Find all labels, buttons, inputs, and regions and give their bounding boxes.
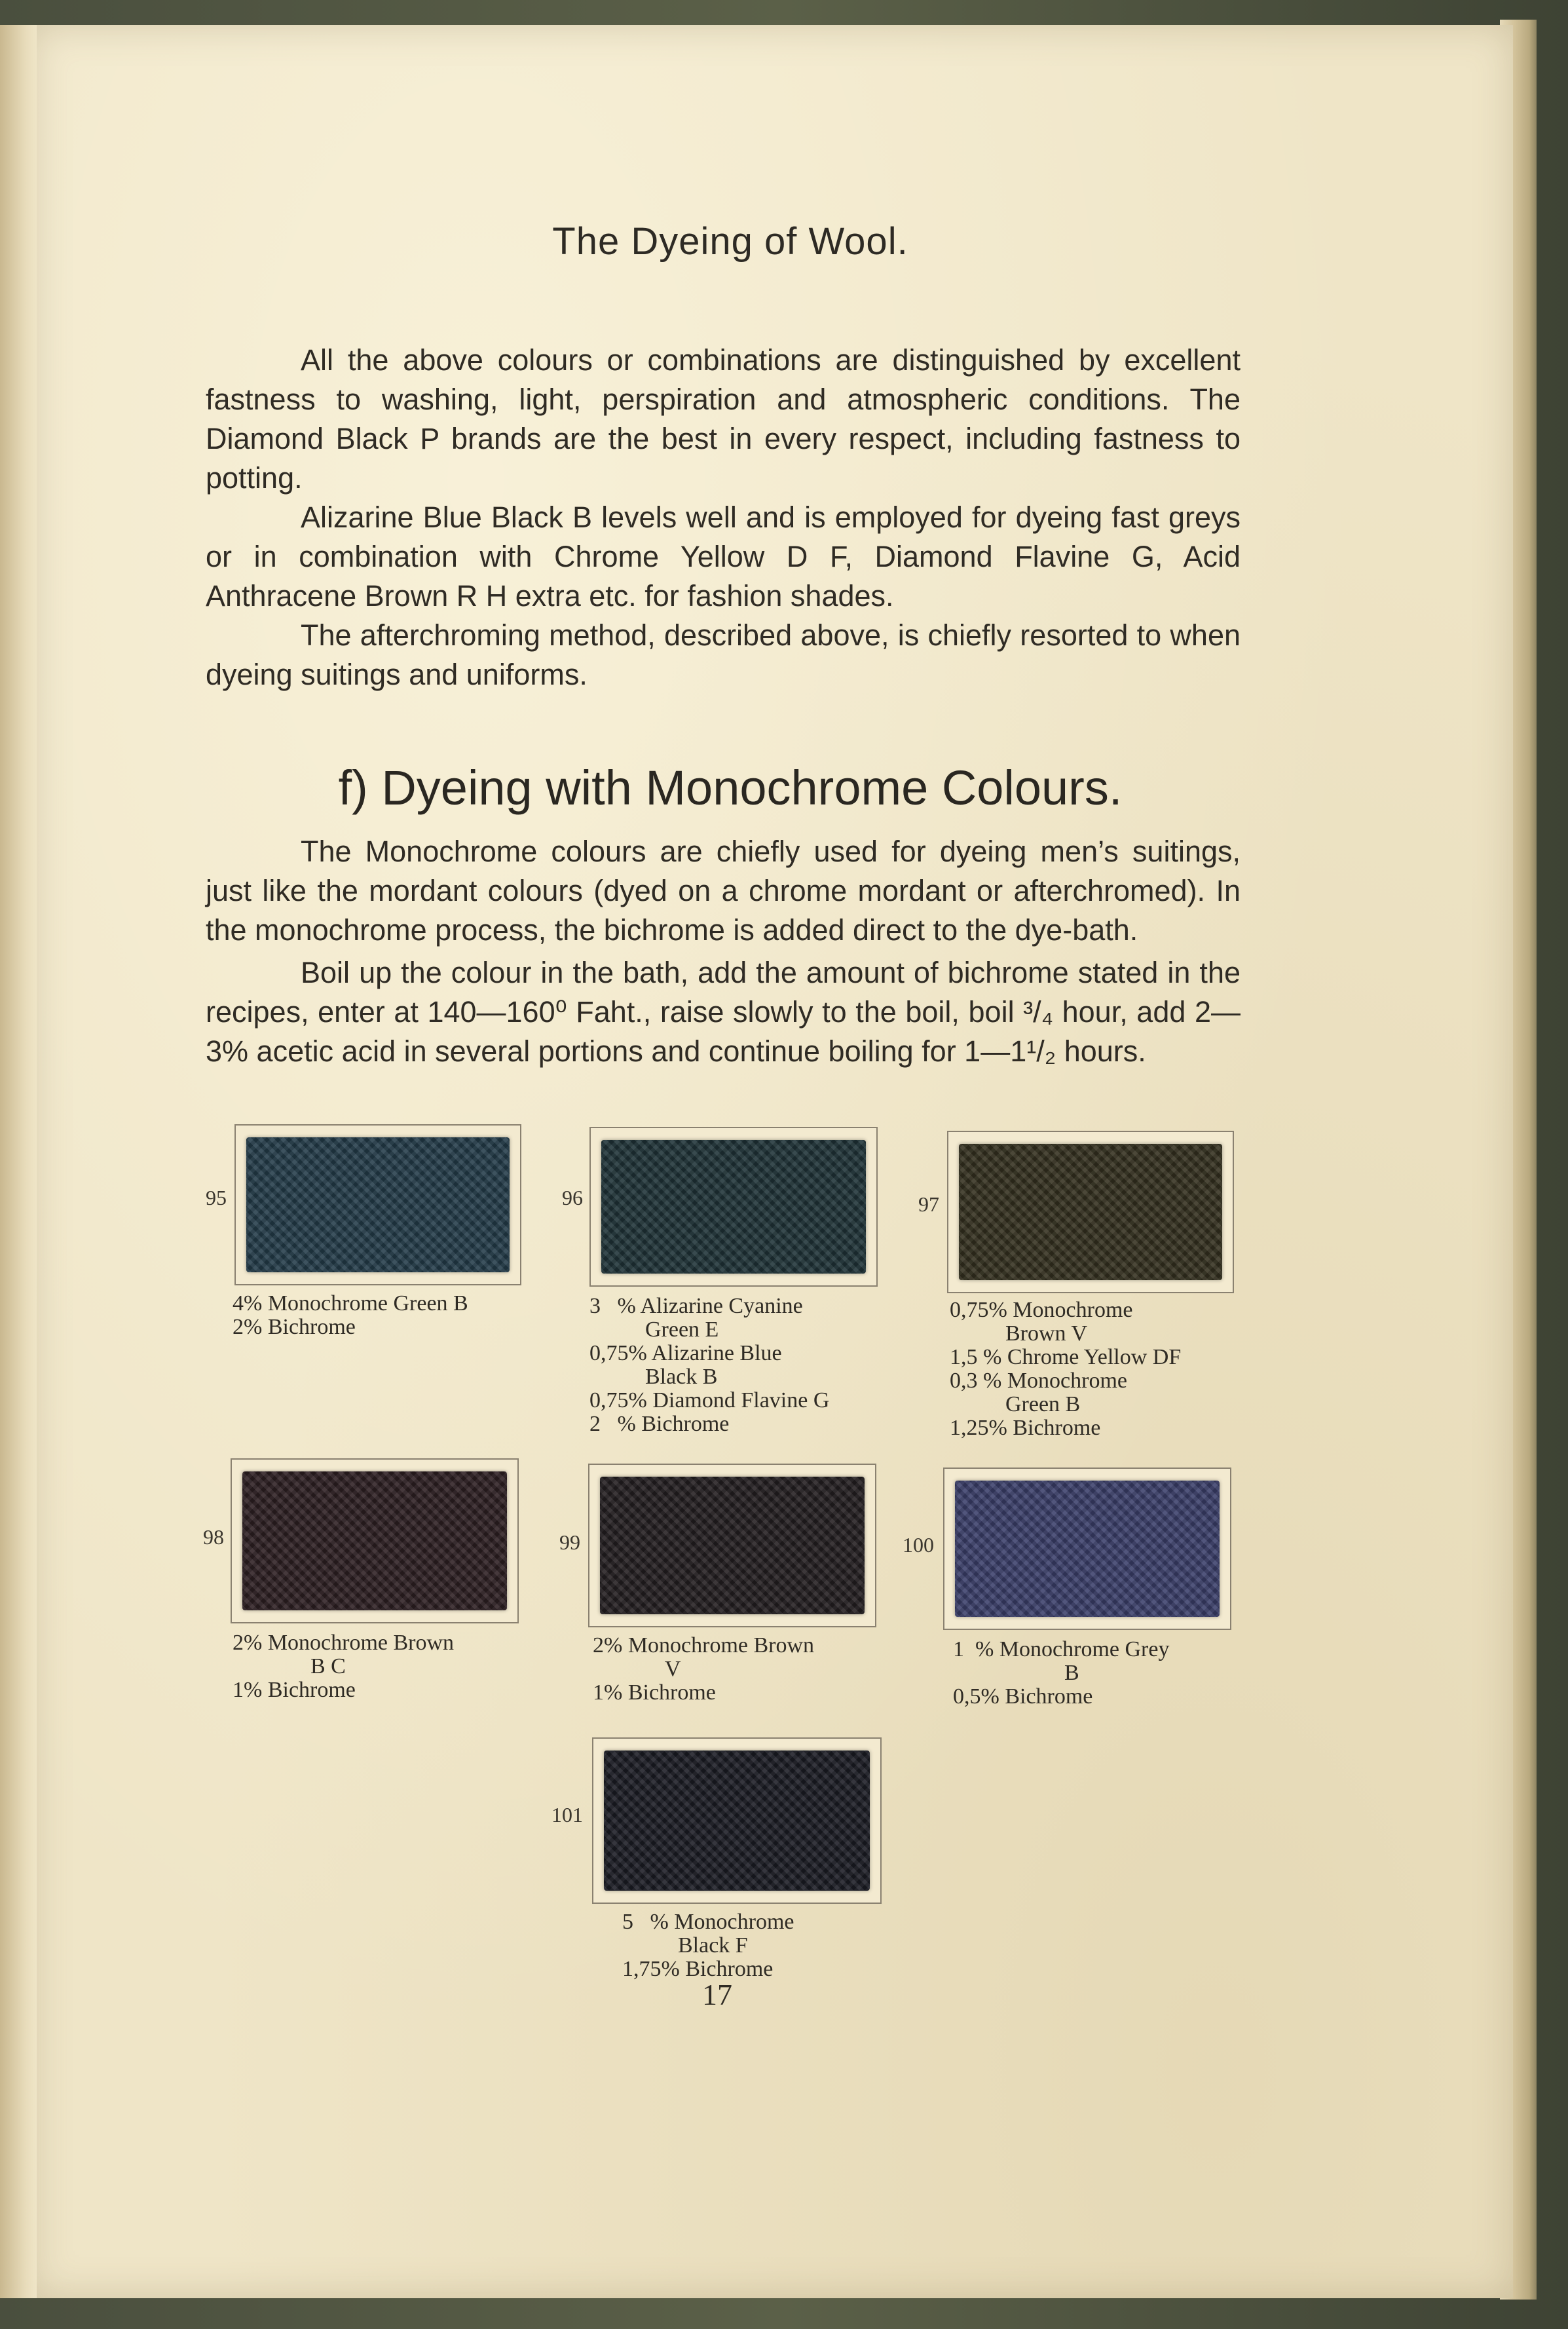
sample-card bbox=[592, 1737, 882, 1904]
sample-card bbox=[943, 1467, 1231, 1630]
sample-number: 98 bbox=[203, 1525, 224, 1549]
fabric-swatch bbox=[242, 1471, 507, 1610]
sample-recipe: 2% Monochrome Brown V 1% Bichrome bbox=[593, 1633, 815, 1705]
fabric-swatch bbox=[959, 1144, 1222, 1280]
section-heading: f) Dyeing with Monochrome Colours. bbox=[338, 761, 1123, 815]
sample-card bbox=[947, 1131, 1234, 1293]
body-paragraph-3: The afterchroming method, described above, is chiefly resorted to when dyeing suitings and uniforms. bbox=[206, 618, 1241, 691]
sample-number: 100 bbox=[903, 1533, 934, 1557]
fabric-swatch bbox=[955, 1481, 1220, 1617]
page-edge-left bbox=[0, 25, 37, 2298]
section-paragraph-2: Boil up the colour in the bath, add the amount of bichrome stated in the recipes, enter at 140—160⁰ Faht., raise slowly to the boil, boil ³/₄ hour, add 2—3% acetic acid in several portions and continue boiling for 1—1¹/₂ hours. bbox=[206, 956, 1241, 1068]
running-head: The Dyeing of Wool. bbox=[552, 220, 908, 263]
sample-number: 99 bbox=[559, 1530, 580, 1554]
sample-number: 95 bbox=[206, 1186, 227, 1209]
fabric-swatch bbox=[601, 1140, 866, 1274]
body-paragraph-1: All the above colours or combinations are distinguished by excellent fastness to washing, light, perspiration and atmospheric conditions. The Diamond Black P brands are the best in every respect, including fastness to potting. bbox=[206, 343, 1241, 495]
sample-card bbox=[231, 1458, 519, 1623]
body-paragraph-2: Alizarine Blue Black B levels well and is employed for dyeing fast greys or in combination with Chrome Yellow D F, Diamond Flavine G, Acid Anthracene Brown R H extra etc. for fashion shades. bbox=[206, 501, 1241, 613]
sample-recipe: 0,75% Monochrome Brown V 1,5 % Chrome Yellow DF 0,3 % Monochrome Green B 1,25% Bichrome bbox=[950, 1298, 1182, 1440]
fabric-swatch bbox=[246, 1137, 510, 1272]
fabric-swatch bbox=[600, 1477, 865, 1614]
sample-recipe: 1 % Monochrome Grey B 0,5% Bichrome bbox=[953, 1637, 1170, 1709]
sample-recipe: 2% Monochrome Brown B C 1% Bichrome bbox=[233, 1631, 455, 1702]
sample-card bbox=[588, 1464, 876, 1627]
sample-recipe: 4% Monochrome Green B 2% Bichrome bbox=[233, 1291, 468, 1339]
fabric-swatch bbox=[604, 1751, 870, 1891]
sample-number: 101 bbox=[551, 1803, 583, 1827]
sample-number: 97 bbox=[918, 1192, 939, 1216]
sample-card bbox=[234, 1124, 521, 1285]
sample-recipe: 3 % Alizarine Cyanine Green E 0,75% Alizarine Blue Black B 0,75% Diamond Flavine G 2 % Bichrome bbox=[589, 1294, 830, 1436]
sample-number: 96 bbox=[562, 1186, 583, 1209]
sample-recipe: 5 % Monochrome Black F 1,75% Bichrome bbox=[622, 1910, 794, 1981]
section-paragraph-1: The Monochrome colours are chiefly used for dyeing men’s suitings, just like the mordant colours (dyed on a chrome mordant or afterchromed). In the monochrome process, the bichrome is added direct to the dye-bath. bbox=[206, 835, 1241, 947]
page-number: 17 bbox=[702, 1978, 732, 2011]
sample-card bbox=[589, 1127, 878, 1287]
